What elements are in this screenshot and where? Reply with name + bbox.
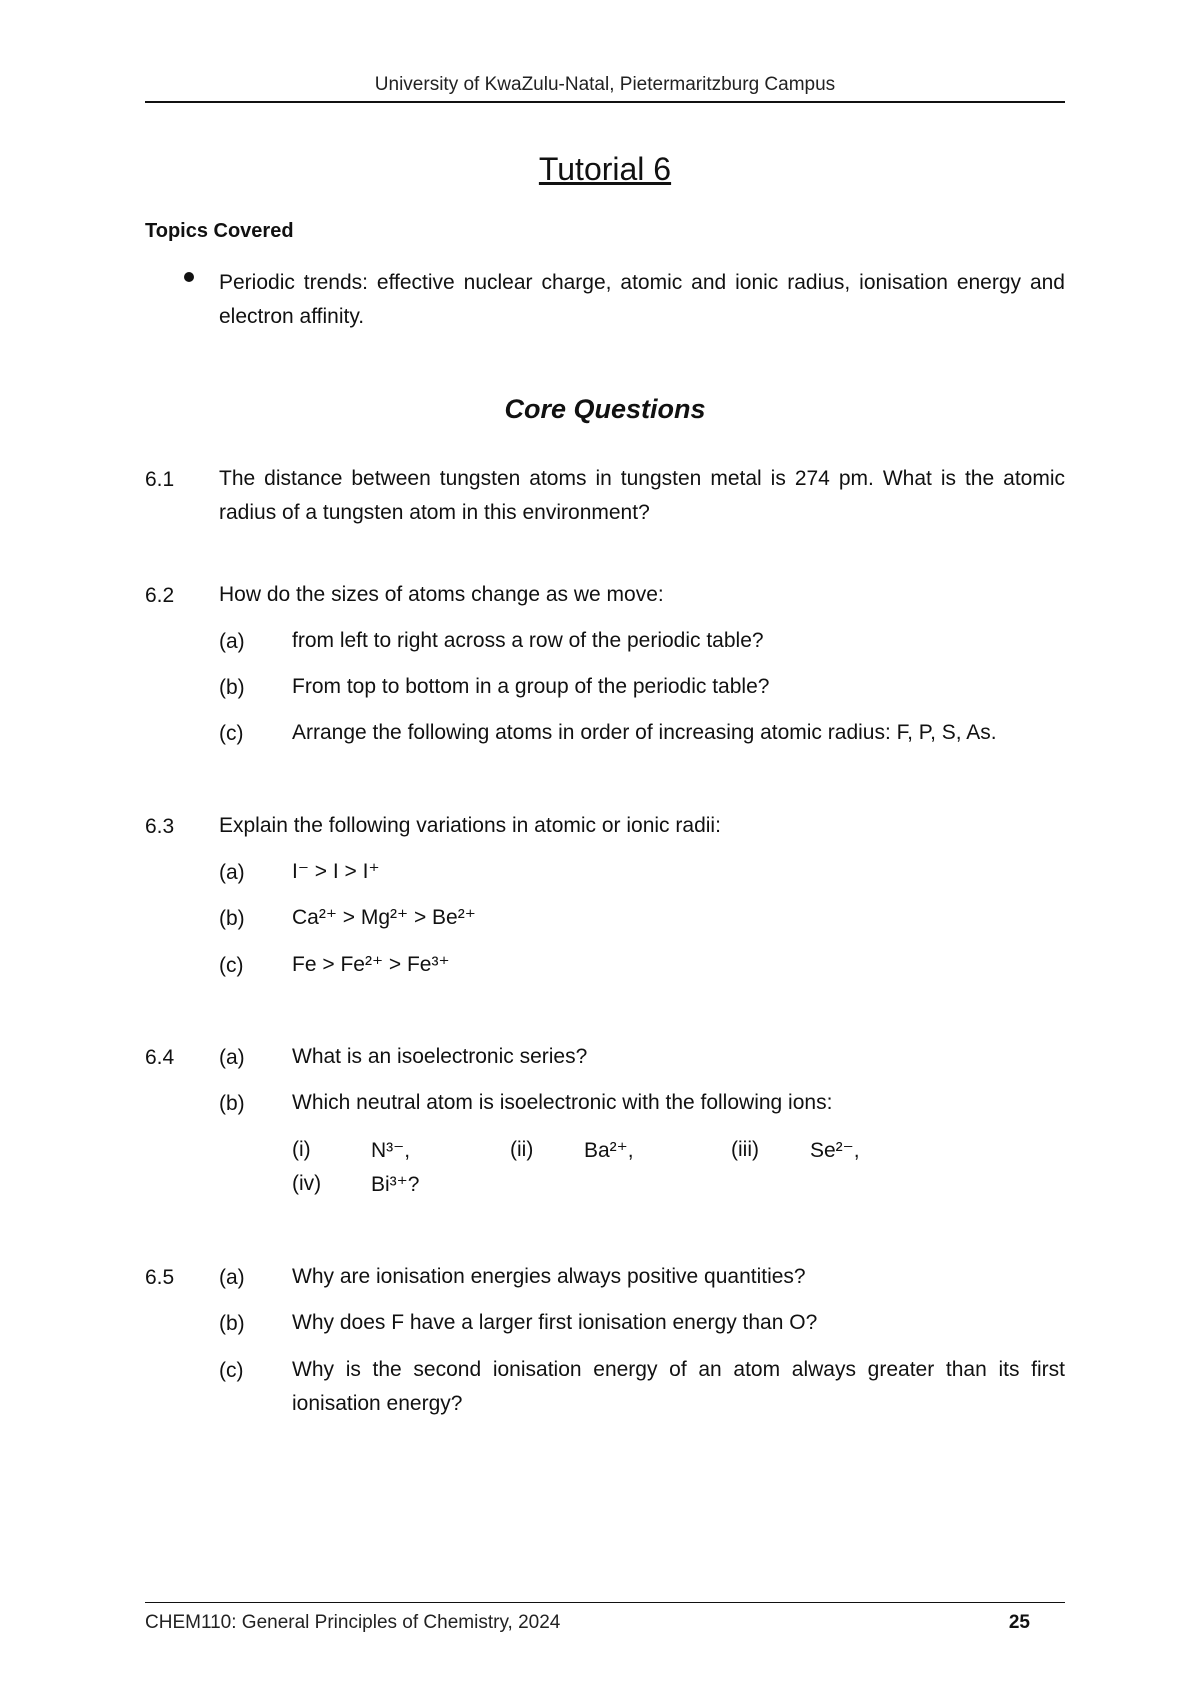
ion-value: Se²⁻,	[810, 1139, 860, 1162]
part-label: (b)	[219, 907, 245, 930]
question-text: Explain the following variations in atomic or ionic radii:	[219, 814, 721, 837]
part-text: from left to right across a row of the periodic table?	[292, 629, 764, 652]
ion-value: Ba²⁺,	[584, 1139, 634, 1162]
question-number: 6.5	[145, 1266, 175, 1289]
header-divider	[145, 101, 1065, 103]
part-text: Which neutral atom is isoelectronic with the following ions:	[292, 1091, 833, 1114]
part-label: (a)	[219, 1046, 245, 1069]
page-number: 25	[1008, 1612, 1030, 1633]
part-label: (a)	[219, 1266, 245, 1289]
ion-label: (iv)	[292, 1172, 322, 1195]
ion-label: (i)	[292, 1138, 311, 1161]
ion-label: (ii)	[510, 1138, 534, 1161]
part-text: What is an isoelectronic series?	[292, 1045, 588, 1068]
part-label: (b)	[219, 1312, 245, 1335]
part-label: (b)	[219, 1092, 245, 1115]
part-text: From top to bottom in a group of the periodic table?	[292, 675, 770, 698]
question-number: 6.1	[145, 468, 175, 491]
topics-heading: Topics Covered	[145, 220, 294, 242]
question-number: 6.4	[145, 1046, 175, 1069]
part-label: (c)	[219, 722, 244, 745]
section-heading: Core Questions	[504, 394, 706, 424]
question-text: How do the sizes of atoms change as we move:	[219, 583, 664, 606]
page-header: University of KwaZulu-Natal, Pietermaritzburg Campus	[374, 74, 836, 95]
ion-value: Bi³⁺?	[371, 1173, 420, 1196]
part-text: Ca²⁺ > Mg²⁺ > Be²⁺	[292, 906, 476, 929]
part-label: (b)	[219, 676, 245, 699]
question-number: 6.2	[145, 584, 175, 607]
footer-divider	[145, 1602, 1065, 1603]
topic-item: Periodic trends: effective nuclear charge, atomic and ionic radius, ionisation energy and electron affinity.	[219, 271, 1065, 328]
part-text: Fe > Fe²⁺ > Fe³⁺	[292, 953, 450, 976]
ion-value: N³⁻,	[371, 1139, 411, 1162]
question-number: 6.3	[145, 815, 175, 838]
part-text: Why are ionisation energies always positive quantities?	[292, 1265, 806, 1288]
bullet-icon	[184, 272, 194, 282]
part-label: (a)	[219, 861, 245, 884]
part-text: Arrange the following atoms in order of increasing atomic radius: F, P, S, As.	[292, 721, 997, 744]
part-text: Why does F have a larger first ionisation energy than O?	[292, 1311, 818, 1334]
part-label: (a)	[219, 630, 245, 653]
question-text: The distance between tungsten atoms in tungsten metal is 274 pm. What is the atomic radius of a tungsten atom in this environment?	[219, 467, 1065, 524]
part-text: Why is the second ionisation energy of an atom always greater than its first ionisation energy?	[292, 1358, 1065, 1415]
part-label: (c)	[219, 1359, 244, 1382]
part-text: I⁻ > I > I⁺	[292, 860, 380, 883]
footer-course: CHEM110: General Principles of Chemistry, 2024	[145, 1612, 561, 1633]
page-title: Tutorial 6	[538, 151, 672, 187]
ion-label: (iii)	[731, 1138, 759, 1161]
part-label: (c)	[219, 954, 244, 977]
